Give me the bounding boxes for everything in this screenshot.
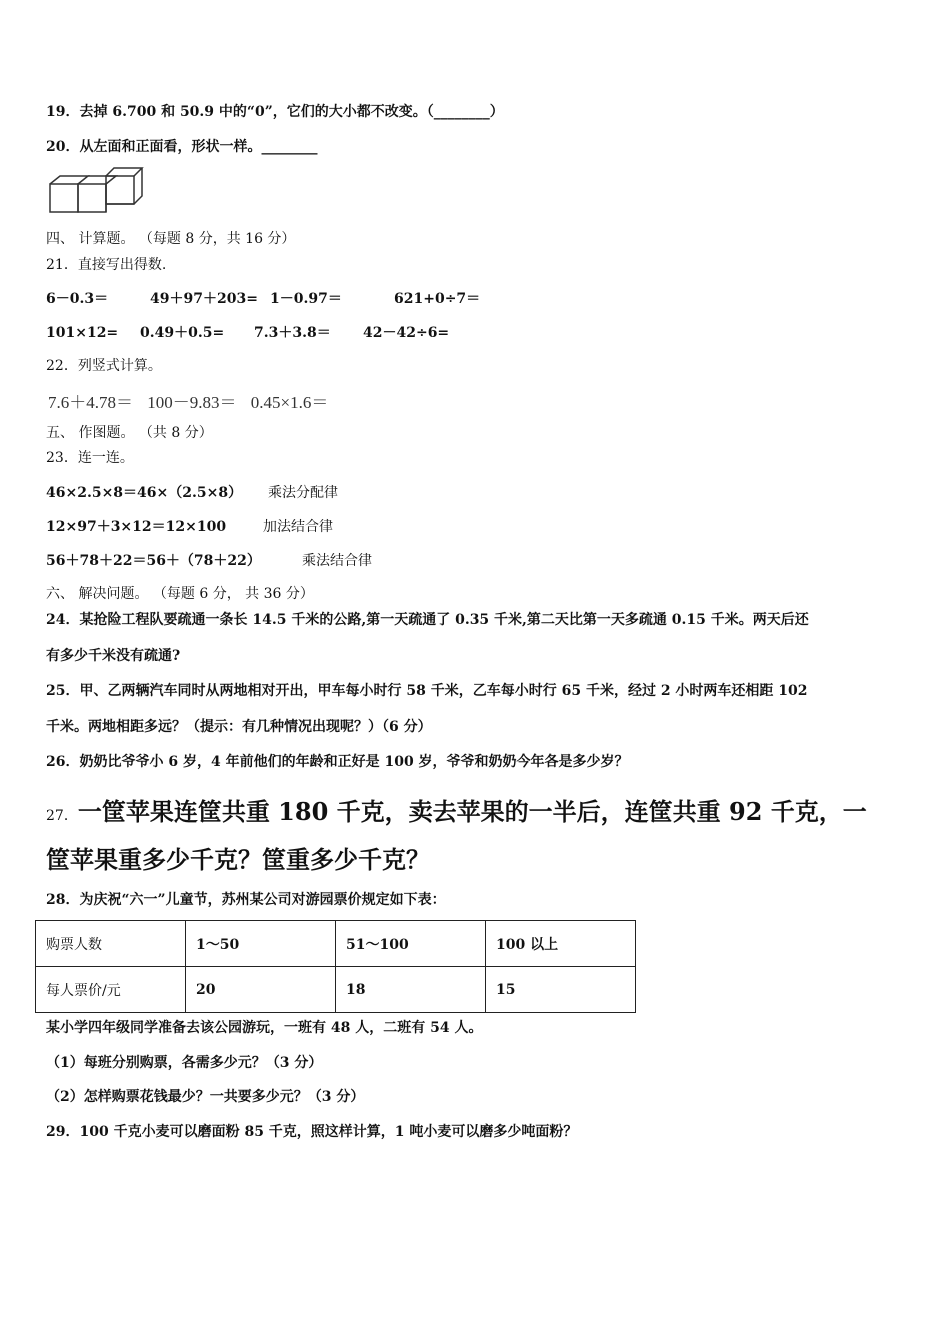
question-28: 28．为庆祝“六一”儿童节，苏州某公司对游园票价规定如下表： (46, 892, 446, 908)
match-right-2: 加法结合律 (263, 519, 333, 535)
calc-row-1 (46, 288, 480, 308)
question-27-number: 27． (46, 808, 78, 824)
table-cell: 20 (186, 967, 336, 1013)
section-4-heading: 四、 计算题。 （每题 8 分，共 16 分） (46, 231, 296, 247)
calc-item: 7.3＋3.8＝ (254, 325, 331, 341)
question-24-line-1: 24．某抢险工程队要疏通一条长 14.5 千米的公路,第一天疏通了 0.35 千米,第二天比第一天多疏通 0.15 千米。两天后还 (46, 612, 809, 628)
table-cell: 15 (486, 967, 636, 1013)
question-19: 19．去掉 6.700 和 50.9 中的“0”，它们的大小都不改变。（________） (46, 104, 504, 120)
section-6-heading: 六、 解决问题。 （每题 6 分， 共 36 分） (46, 586, 314, 602)
question-26: 26．奶奶比爷爷小 6 岁，4 年前他们的年龄和正好是 100 岁，爷爷和奶奶今年各是多少岁？ (46, 754, 629, 770)
calc-item: 621+0÷7＝ (394, 291, 481, 307)
match-right-3: 乘法结合律 (302, 553, 372, 569)
match-right-1: 乘法分配律 (268, 485, 338, 501)
calc-item: 6－0.3＝ (46, 291, 109, 307)
vertical-calc-item: 0.45×1.6＝ (250, 393, 329, 412)
ticket-price-table (35, 920, 636, 1013)
question-24-line-2: 有多少千米没有疏通? (46, 648, 181, 664)
question-27-text: 一筐苹果连筐共重 180 千克，卖去苹果的一半后，连筐共重 92 千克，一 (77, 797, 867, 826)
question-25-line-2: 千米。两地相距多远？（提示：有几种情况出现呢？）（6 分） (46, 719, 432, 735)
match-left-2: 12×97＋3×12＝12×100 (46, 519, 227, 535)
question-29: 29．100 千克小麦可以磨面粉 85 千克，照这样计算，1 吨小麦可以磨多少吨面粉？ (46, 1124, 578, 1140)
calc-row-2 (46, 322, 449, 342)
table-cell: 100 以上 (486, 921, 636, 967)
question-21: 21．直接写出得数. (46, 257, 167, 273)
vertical-calc-item: 7.6＋4.78＝ (48, 393, 133, 412)
table-row (36, 921, 636, 967)
question-27-line-2: 筐苹果重多少千克？筐重多少千克？ (46, 845, 430, 874)
table-cell: 51～100 (336, 921, 486, 967)
question-28-part-2: （2）怎样购票花钱最少？一共要多少元？（3 分） (46, 1089, 365, 1105)
calc-item: 0.49＋0.5= (140, 325, 225, 341)
section-5-heading: 五、 作图题。 （共 8 分） (46, 425, 213, 441)
vertical-calc-item: 100－9.83＝ (147, 393, 237, 412)
question-27-line-1 (46, 797, 867, 831)
cube-figure (48, 166, 152, 216)
calc-item: 1－0.97＝ (270, 291, 342, 307)
calc-item: 101×12= (46, 325, 119, 341)
question-22: 22．列竖式计算。 (46, 358, 162, 374)
table-cell: 每人票价/元 (36, 967, 186, 1013)
table-cell: 购票人数 (36, 921, 186, 967)
question-20: 20．从左面和正面看，形状一样。________ (46, 139, 318, 155)
table-cell: 18 (336, 967, 486, 1013)
question-28-context: 某小学四年级同学准备去该公园游玩，一班有 48 人，二班有 54 人。 (46, 1020, 483, 1036)
question-28-part-1: （1）每班分别购票，各需多少元？（3 分） (46, 1055, 323, 1071)
table-row (36, 967, 636, 1013)
calc-item: 42－42÷6= (363, 325, 450, 341)
question-25-line-1: 25．甲、乙两辆汽车同时从两地相对开出，甲车每小时行 58 千米，乙车每小时行 65 千米，经过 2 小时两车还相距 102 (46, 683, 808, 699)
table-cell: 1～50 (186, 921, 336, 967)
match-left-1: 46×2.5×8＝46×（2.5×8） (46, 485, 243, 501)
match-left-3: 56＋78＋22＝56＋（78＋22） (46, 553, 261, 569)
calc-item: 49＋97＋203= (150, 291, 258, 307)
vertical-calc-row (48, 388, 338, 413)
question-23: 23．连一连。 (46, 450, 134, 466)
